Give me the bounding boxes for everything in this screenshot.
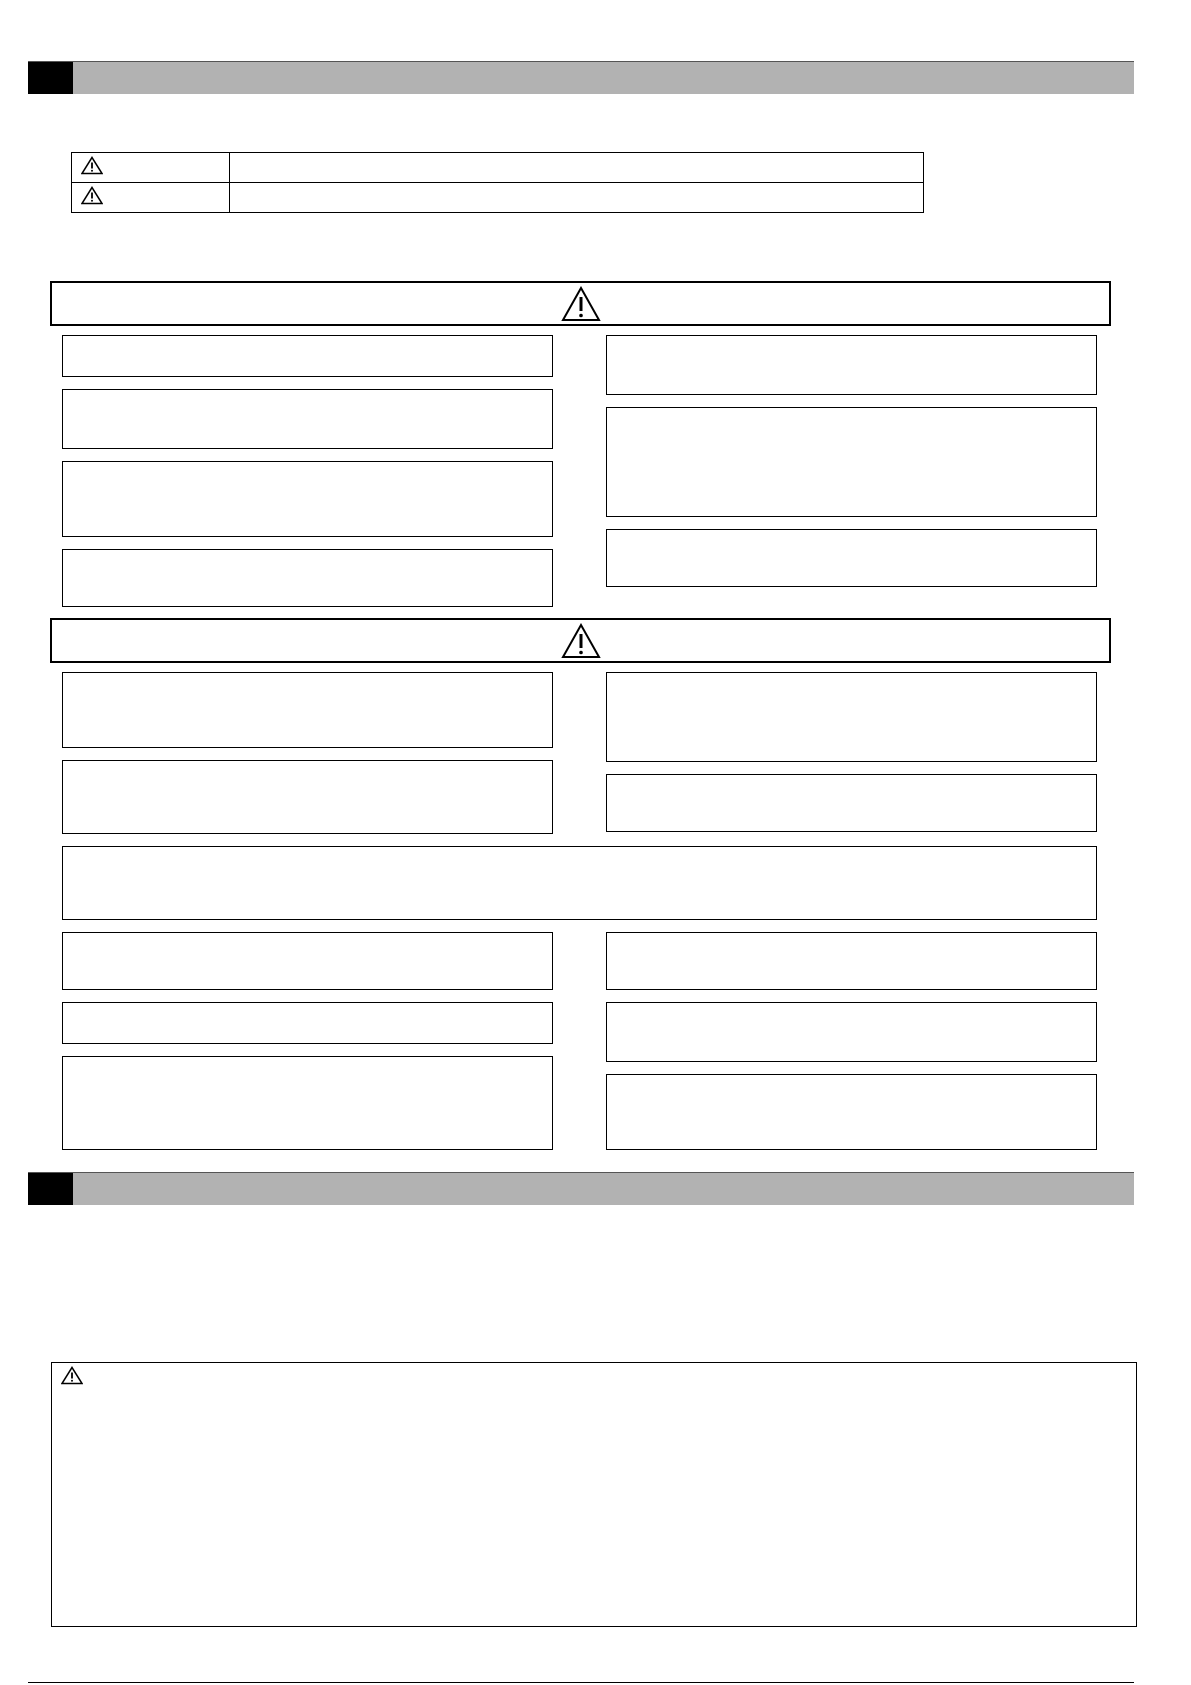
rule-box bbox=[62, 549, 553, 607]
warning-banner-1 bbox=[50, 281, 1111, 326]
warning-triangle-icon bbox=[81, 186, 103, 205]
rule-box bbox=[606, 529, 1097, 587]
rule-box bbox=[606, 774, 1097, 832]
rule-box bbox=[62, 672, 553, 748]
rule-box bbox=[62, 389, 553, 449]
symbol-legend-table bbox=[71, 152, 924, 213]
warning-triangle-icon bbox=[561, 623, 601, 659]
legend-symbol-cell bbox=[72, 153, 230, 183]
legend-description-cell bbox=[230, 183, 924, 213]
rule-box bbox=[606, 932, 1097, 990]
section-header-bar-2 bbox=[28, 1172, 1134, 1205]
notice-frame bbox=[51, 1362, 1137, 1627]
page-bottom-rule bbox=[28, 1682, 1134, 1683]
legend-description-cell bbox=[230, 153, 924, 183]
legend-row bbox=[72, 153, 924, 183]
rule-box bbox=[606, 672, 1097, 762]
rule-box bbox=[606, 1002, 1097, 1062]
warning-triangle-icon bbox=[561, 286, 601, 322]
rule-box bbox=[62, 461, 553, 537]
rule-box bbox=[606, 335, 1097, 395]
rule-box bbox=[62, 1056, 553, 1150]
rule-box bbox=[62, 335, 553, 377]
section-header-bar-1 bbox=[28, 61, 1134, 94]
section-number-block-2 bbox=[28, 1173, 73, 1205]
legend-row bbox=[72, 183, 924, 213]
legend-symbol-cell bbox=[72, 183, 230, 213]
rule-box-wide bbox=[62, 846, 1097, 920]
section-number-block-1 bbox=[28, 62, 73, 94]
rule-box bbox=[62, 932, 553, 990]
warning-triangle-icon bbox=[61, 1366, 83, 1385]
warning-banner-2 bbox=[50, 618, 1111, 663]
rule-box bbox=[606, 1074, 1097, 1150]
warning-triangle-icon bbox=[81, 156, 103, 175]
rule-box bbox=[62, 760, 553, 834]
rule-box bbox=[62, 1002, 553, 1044]
rule-box bbox=[606, 407, 1097, 517]
